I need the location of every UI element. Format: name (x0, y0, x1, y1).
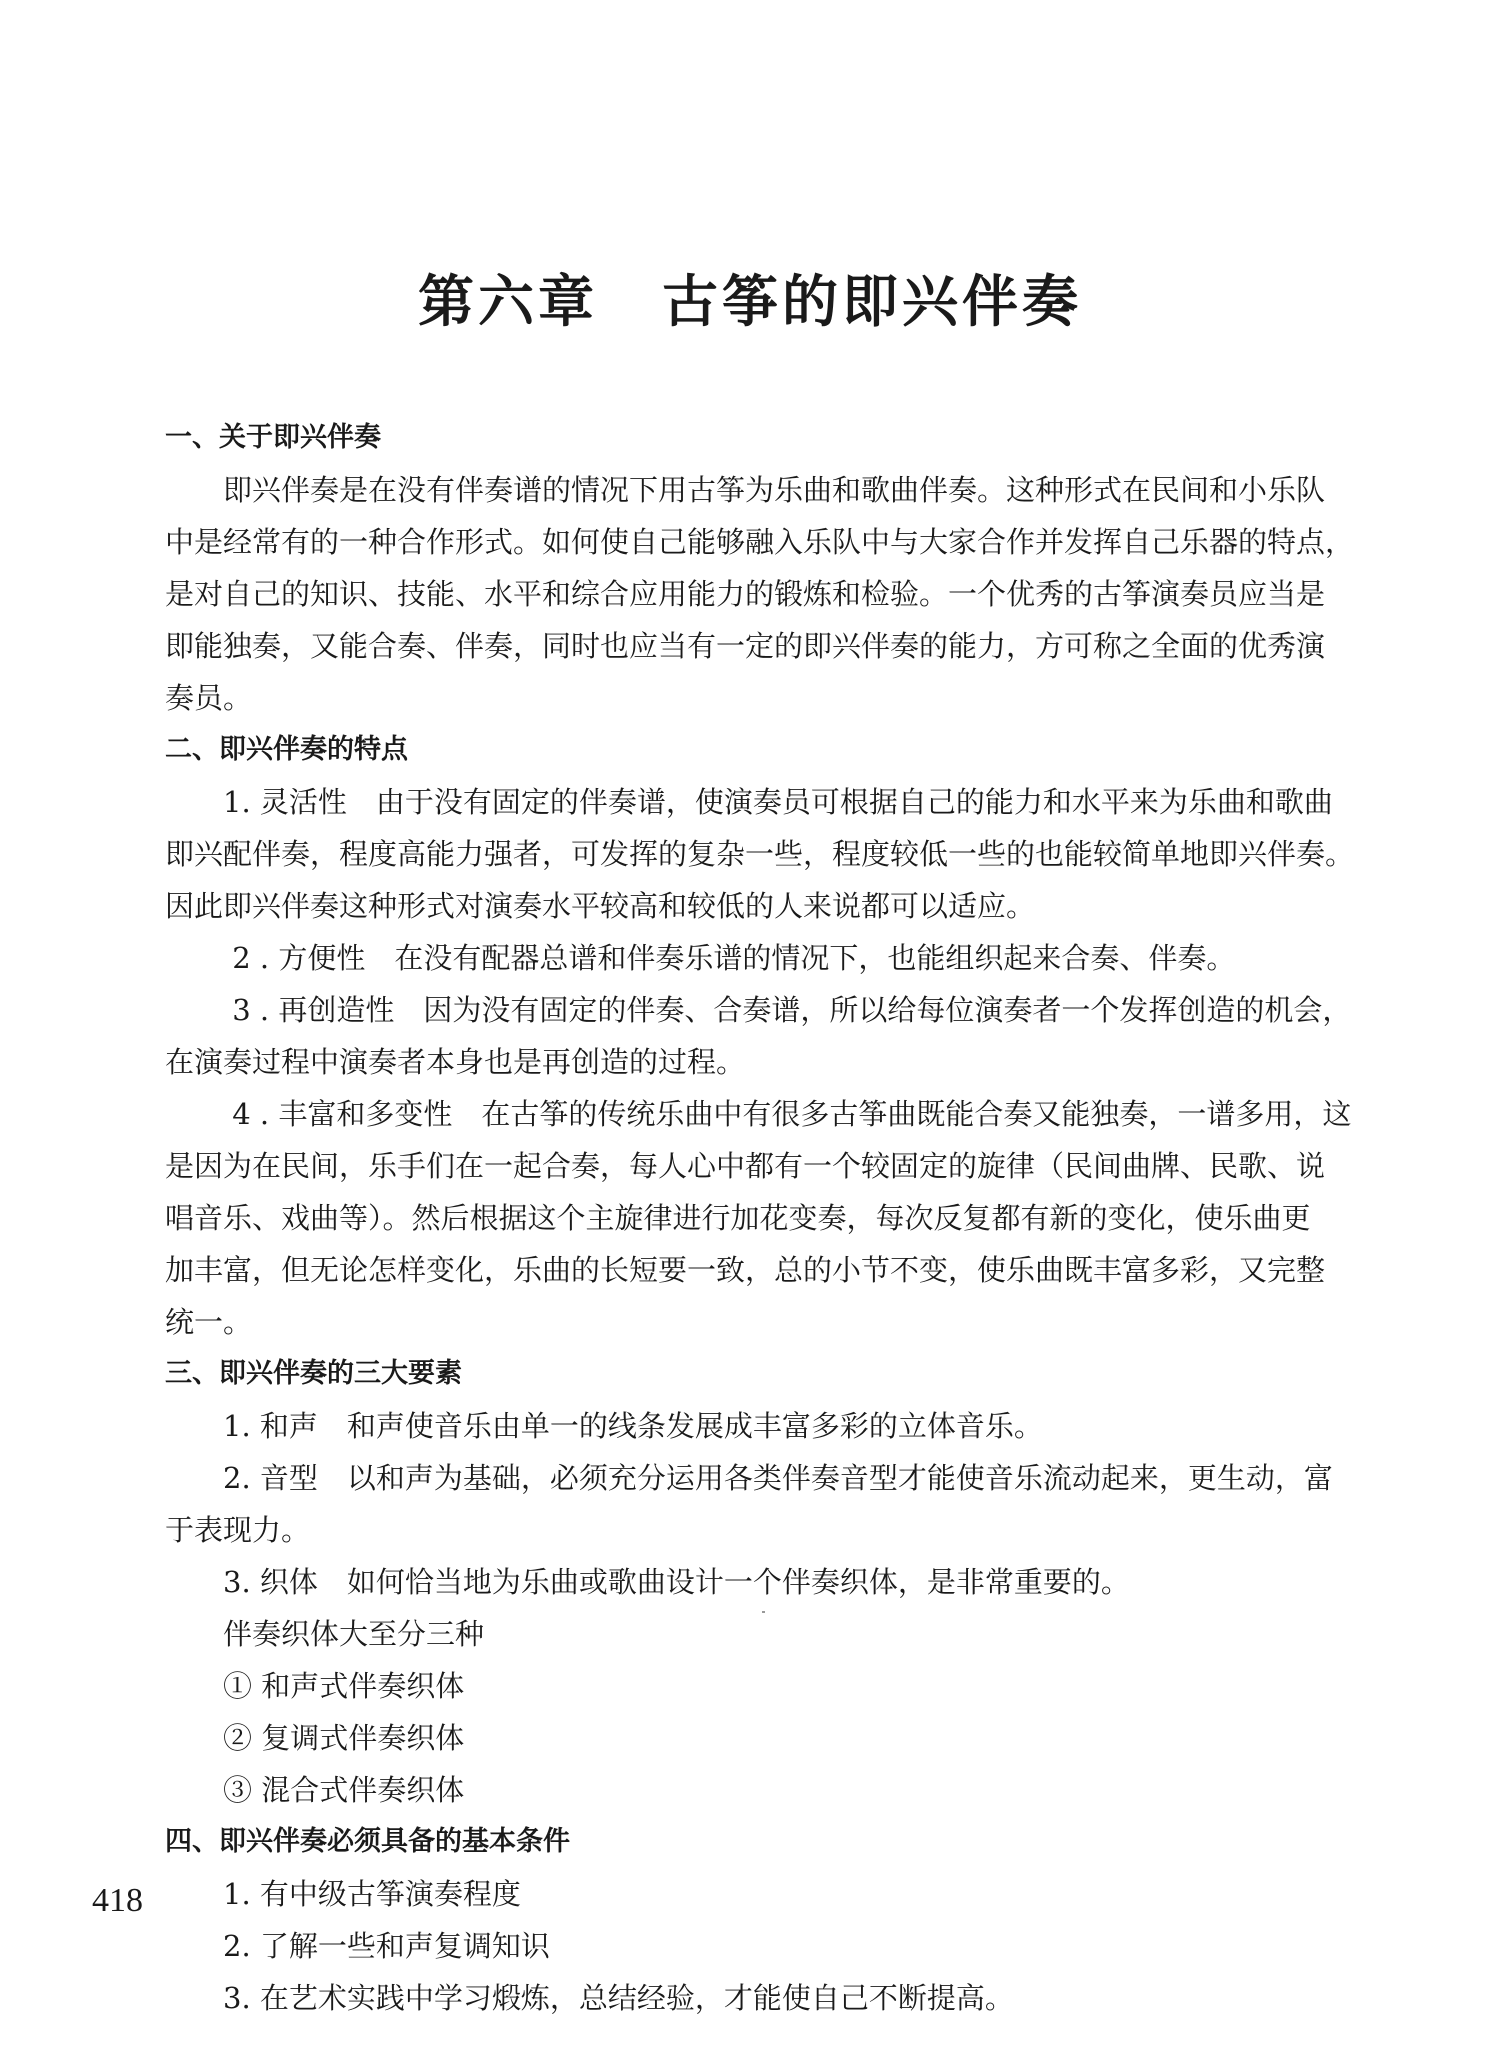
section-conditions (165, 1816, 1390, 2024)
text-line: 统一。 (165, 1305, 253, 1339)
text-line: 加丰富，但无论怎样变化，乐曲的长短要一致，总的小节不变，使乐曲既丰富多彩，又完整 (165, 1253, 1326, 1287)
section-about (165, 412, 1390, 724)
section-heading: 四、即兴伴奏必须具备的基本条件 (165, 1826, 570, 1857)
text-line: 1. 和声 和声使音乐由单一的线条发展成丰富多彩的立体音乐。 (165, 1409, 1043, 1443)
text-line: 中是经常有的一种合作形式。如何使自己能够融入乐队中与大家合作并发挥自己乐器的特点， (165, 525, 1355, 559)
section-heading: 二、即兴伴奏的特点 (165, 734, 408, 765)
list-item: ③ 混合式伴奏织体 (165, 1773, 465, 1807)
text-line: 是对自己的知识、技能、水平和综合应用能力的锻炼和检验。一个优秀的古筝演奏员应当是 (165, 577, 1326, 611)
text-line: 是因为在民间，乐手们在一起合奏，每人心中都有一个较固定的旋律（民间曲牌、民歌、说 (165, 1149, 1326, 1183)
section-elements (165, 1348, 1390, 1816)
page-number: 418 (92, 1882, 143, 1919)
text-line: 奏员。 (165, 681, 253, 715)
text-line: 3 . 再创造性 因为没有固定的伴奏、合奏谱，所以给每位演奏者一个发挥创造的机会， (165, 993, 1352, 1027)
text-line: 伴奏织体大至分三种 (165, 1617, 485, 1651)
section-heading: 三、即兴伴奏的三大要素 (165, 1358, 462, 1389)
section-heading: 一、关于即兴伴奏 (165, 422, 381, 453)
chapter-body (165, 412, 1390, 2024)
section-features (165, 724, 1390, 1348)
text-line: 因此即兴伴奏这种形式对演奏水平较高和较低的人来说都可以适应。 (165, 889, 1036, 923)
text-line: 4 . 丰富和多变性 在古筝的传统乐曲中有很多古筝曲既能合奏又能独奏，一谱多用，这 (165, 1097, 1352, 1131)
list-item: 1. 有中级古筝演奏程度 (165, 1877, 521, 1911)
text-line: 即能独奏，又能合奏、伴奏，同时也应当有一定的即兴伴奏的能力，方可称之全面的优秀演 (165, 629, 1326, 663)
text-line: 2 . 方便性 在没有配器总谱和伴奏乐谱的情况下，也能组织起来合奏、伴奏。 (165, 941, 1236, 975)
chapter-number: 第六章 (418, 269, 598, 335)
chapter-name: 古筝的即兴伴奏 (662, 269, 1082, 335)
text-line: 1. 灵活性 由于没有固定的伴奏谱，使演奏员可根据自己的能力和水平来为乐曲和歌曲 (165, 785, 1333, 819)
chapter-title (0, 258, 1500, 338)
text-line: 在演奏过程中演奏者本身也是再创造的过程。 (165, 1045, 746, 1079)
text-line: 即兴伴奏是在没有伴奏谱的情况下用古筝为乐曲和歌曲伴奏。这种形式在民间和小乐队 (165, 473, 1326, 507)
text-line: 于表现力。 (165, 1513, 311, 1547)
text-line: 2. 音型 以和声为基础，必须充分运用各类伴奏音型才能使音乐流动起来，更生动，富 (165, 1461, 1333, 1495)
list-item: ① 和声式伴奏织体 (165, 1669, 465, 1703)
text-line: 3. 织体 如何恰当地为乐曲或歌曲设计一个伴奏织体，是非常重要的。 (165, 1565, 1130, 1599)
list-item: 2. 了解一些和声复调知识 (165, 1929, 550, 1963)
text-line: 即兴配伴奏，程度高能力强者，可发挥的复杂一些，程度较低一些的也能较简单地即兴伴奏。 (165, 837, 1355, 871)
list-item: ② 复调式伴奏织体 (165, 1721, 465, 1755)
scan-speck (762, 1611, 765, 1613)
text-line: 唱音乐、戏曲等）。然后根据这个主旋律进行加花变奏，每次反复都有新的变化，使乐曲更 (165, 1201, 1311, 1235)
list-item: 3. 在艺术实践中学习煅炼，总结经验，才能使自己不断提高。 (165, 1981, 1014, 2015)
